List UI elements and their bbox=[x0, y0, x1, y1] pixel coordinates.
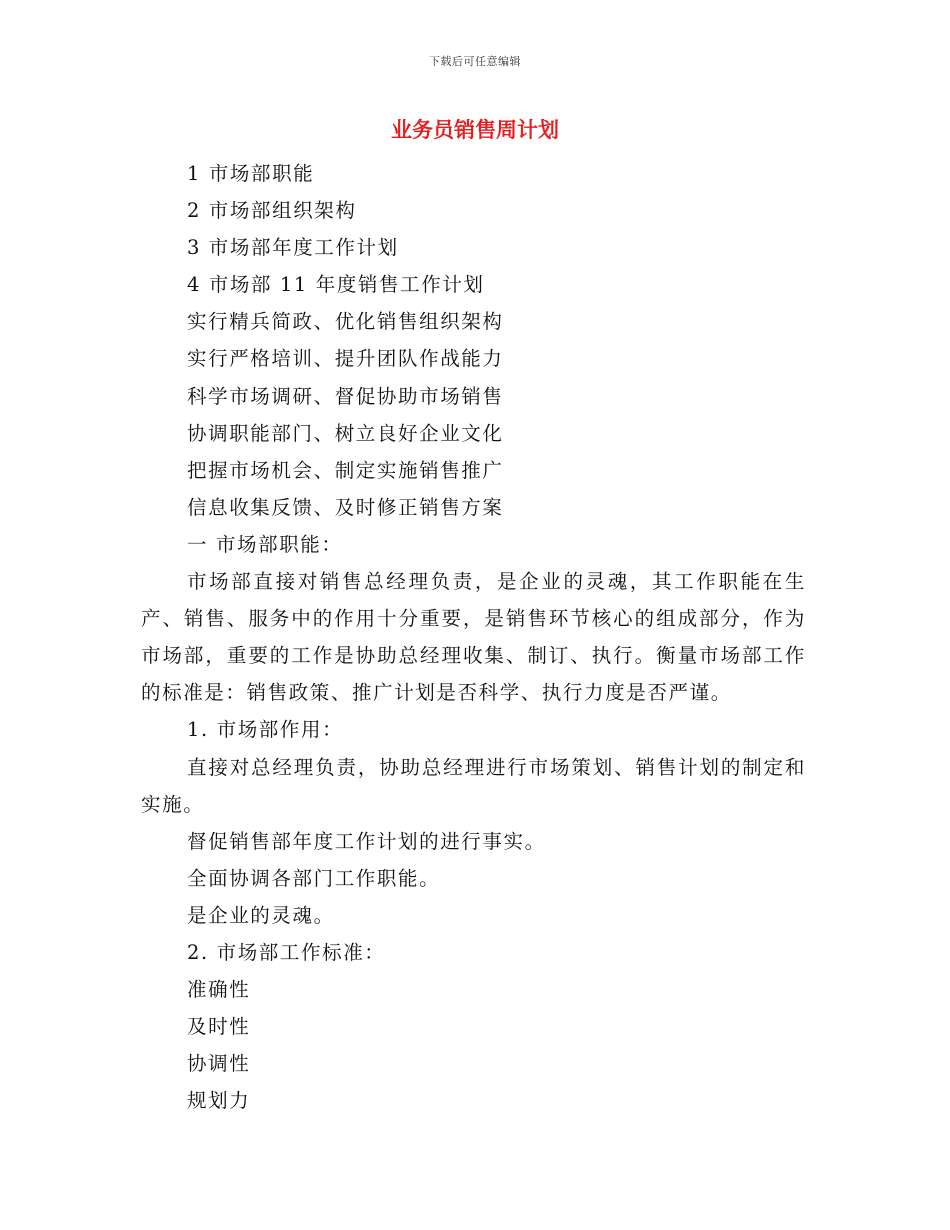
section-paragraph: 市场部直接对销售总经理负责，是企业的灵魂，其工作职能在生产、销售、服务中的作用十分重要，是销售环节核心的组成部分，作为市场部，重要的工作是协助总经理收集、制订、执行。衡量市场部工作的标准是：销售政策、推广计划是否科学、执行力度是否严谨。 bbox=[141, 570, 806, 705]
standard-item: 规划力 bbox=[187, 1089, 251, 1113]
subsection-item: 督促销售部年度工作计划的进行事实。 bbox=[187, 829, 546, 853]
subsection-item: 是企业的灵魂。 bbox=[187, 903, 335, 927]
subsection-heading: 2. 市场部工作标准： bbox=[187, 940, 386, 964]
strategy-item: 信息收集反馈、及时修正销售方案 bbox=[187, 495, 504, 519]
strategy-item: 实行精兵简政、优化销售组织架构 bbox=[187, 310, 504, 334]
header-note: 下载后可任意编辑 bbox=[429, 55, 521, 68]
strategy-item: 协调职能部门、树立良好企业文化 bbox=[187, 421, 504, 445]
standard-item: 协调性 bbox=[187, 1052, 251, 1076]
section-heading: 一 市场部职能： bbox=[187, 532, 343, 556]
strategy-item: 科学市场调研、督促协助市场销售 bbox=[187, 384, 504, 408]
subsection-paragraph: 直接对总经理负责，协助总经理进行市场策划、销售计划的制定和实施。 bbox=[141, 755, 806, 816]
toc-item: 3 市场部年度工作计划 bbox=[187, 236, 399, 260]
toc-item: 2 市场部组织架构 bbox=[187, 199, 357, 223]
strategy-item: 实行严格培训、提升团队作战能力 bbox=[187, 347, 504, 371]
standard-item: 及时性 bbox=[187, 1015, 251, 1039]
toc-item: 1 市场部职能 bbox=[187, 162, 315, 185]
subsection-heading: 1. 市场部作用： bbox=[187, 718, 344, 742]
strategy-item: 把握市场机会、制定实施销售推广 bbox=[187, 458, 504, 482]
document-body bbox=[141, 155, 806, 1119]
toc-item: 4 市场部 11 年度销售工作计划 bbox=[187, 273, 485, 297]
subsection-item: 全面协调各部门工作职能。 bbox=[187, 866, 441, 890]
document-title: 业务员销售周计划 bbox=[391, 118, 559, 142]
standard-item: 准确性 bbox=[187, 978, 251, 1002]
